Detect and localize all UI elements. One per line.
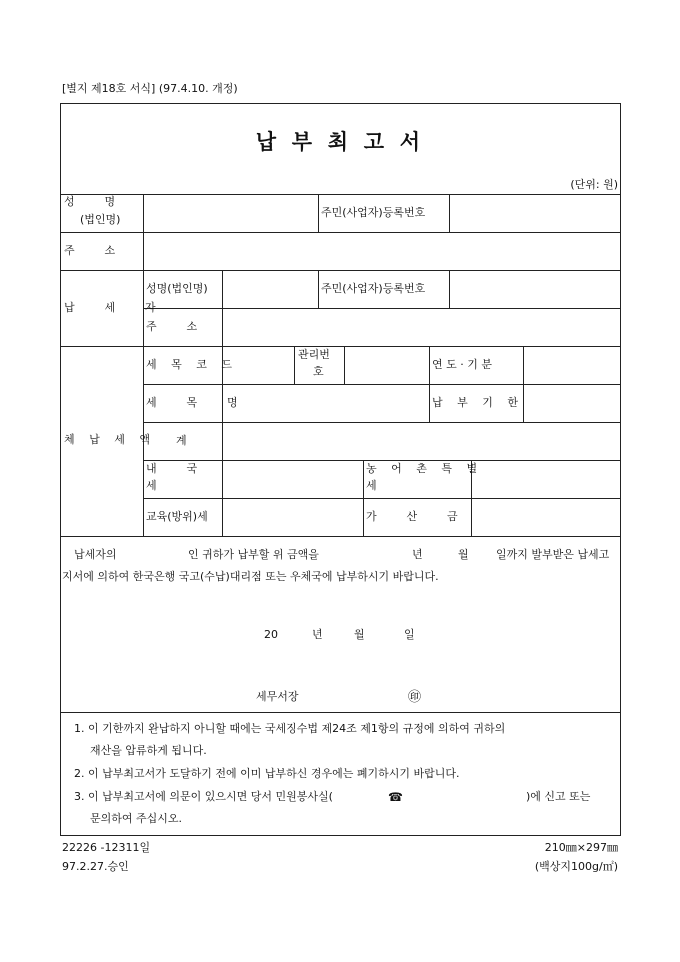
tax-item-name-label: 세 목 명 <box>146 396 251 409</box>
tax-office-head: 세무서장 <box>256 690 299 703</box>
notice-line-1e: 일까지 발부받은 납세고 <box>496 548 610 561</box>
footer-paper-size: 210㎜×297㎜ <box>544 841 618 854</box>
rural-special-tax-label: 농 어 촌 특 별 <box>366 462 483 475</box>
notice-line-1c: 년 <box>412 548 423 561</box>
rural-special-tax-label-2: 세 <box>366 479 377 492</box>
date-day: 일 <box>404 628 415 641</box>
date-prefix: 20 <box>264 628 278 641</box>
education-tax-label: 교육(방위)세 <box>146 510 208 523</box>
due-date-label: 납 부 기 한 <box>432 396 524 409</box>
taxpayer-registration-label: 주민(사업자)등록번호 <box>321 282 426 295</box>
date-year: 년 <box>312 628 323 641</box>
instruction-1: 1. 이 기한까지 완납하지 아니할 때에는 국세징수법 제24조 제1항의 규정에 의하여 귀하의 <box>74 722 506 735</box>
notice-line-1d: 월 <box>458 548 469 561</box>
instruction-3: 3. 이 납부최고서에 의문이 있으시면 당서 민원봉사실( <box>74 790 333 803</box>
management-number-label: 관리번 <box>298 348 330 361</box>
delinquent-section-label: 체 납 세 액 <box>64 433 156 446</box>
registration-number-label: 주민(사업자)등록번호 <box>321 206 426 219</box>
year-term-label: 연 도 · 기 분 <box>432 358 492 371</box>
management-number-label-2: 호 <box>313 365 324 378</box>
unit-note: (단위: 원) <box>570 178 618 191</box>
document-title: 납 부 최 고 서 <box>255 129 425 154</box>
national-tax-label-2: 세 <box>146 479 157 492</box>
total-label: 계 <box>176 434 187 447</box>
notice-line-1b: 인 귀하가 납부할 위 금액을 <box>188 548 319 561</box>
phone-icon: ☎ <box>388 790 403 804</box>
taxpayer-name-label: 성명(법인명) <box>146 282 208 295</box>
penalty-label: 가 산 금 <box>366 510 471 523</box>
national-tax-label: 내 국 <box>146 462 211 475</box>
name-label: 성 명 <box>64 195 129 208</box>
date-month: 월 <box>354 628 365 641</box>
footer-form-number: 22226 -12311일 <box>62 841 151 854</box>
corp-name-label: (법인명) <box>80 213 121 226</box>
footer-paper-type: (백상지100g/㎡) <box>534 860 618 873</box>
address-label: 주 소 <box>64 244 129 257</box>
seal-icon: ㊞ <box>408 690 422 705</box>
taxpayer-address-label: 주 소 <box>146 320 211 333</box>
notice-line-1a: 납세자의 <box>74 548 117 561</box>
notice-line-2: 지서에 의하여 한국은행 국고(수납)대리점 또는 우체국에 납부하시기 바랍니다. <box>62 570 439 583</box>
instruction-1-cont: 재산을 압류하게 됩니다. <box>90 744 207 757</box>
form-reference: [별지 제18호 서식] (97.4.10. 개정) <box>62 82 238 95</box>
instruction-2: 2. 이 납부최고서가 도달하기 전에 이미 납부하신 경우에는 폐기하시기 바랍니다. <box>74 767 460 780</box>
instruction-3-cont: 문의하여 주십시오. <box>90 812 183 825</box>
footer-approval-date: 97.2.27.승인 <box>62 860 129 873</box>
taxpayer-section-label: 납 세 자 <box>64 301 169 314</box>
tax-code-label: 세 목 코 드 <box>146 358 238 371</box>
instruction-3-end: )에 신고 또는 <box>526 790 591 803</box>
